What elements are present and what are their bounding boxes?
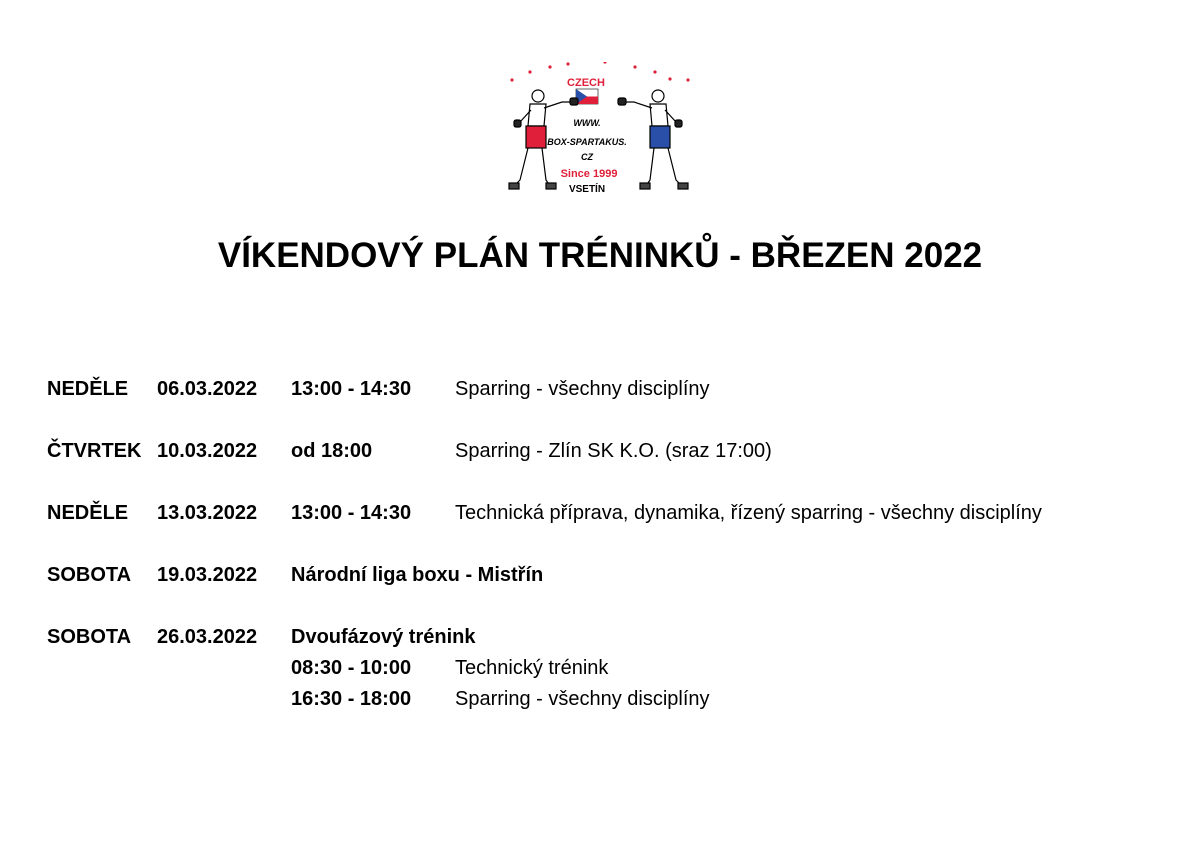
schedule-date: 13.03.2022 <box>157 502 258 524</box>
schedule-date: 06.03.2022 <box>157 378 258 400</box>
schedule-description: Technická příprava, dynamika, řízený sparring - všechny disciplíny <box>455 502 1042 524</box>
czech-flag-icon <box>576 89 598 104</box>
schedule-session-row <box>0 654 1200 682</box>
logo-url-line2: BOX-SPARTAKUS. <box>547 137 627 147</box>
logo-url-line1: WWW. <box>573 118 601 128</box>
boxers-logo-graphic <box>500 62 700 202</box>
schedule-session-row <box>0 685 1200 713</box>
schedule-time: 13:00 - 14:30 <box>291 378 412 400</box>
schedule-date: 10.03.2022 <box>157 440 258 462</box>
schedule-description: Sparring - Zlín SK K.O. (sraz 17:00) <box>455 440 772 462</box>
right-boxer-figure <box>618 90 688 189</box>
session-time: 16:30 - 18:00 <box>291 688 412 710</box>
schedule-time: od 18:00 <box>291 440 373 462</box>
schedule-date: 19.03.2022 <box>157 564 258 586</box>
schedule-row <box>0 437 1200 465</box>
session-description: Technický trénink <box>455 657 609 679</box>
schedule-description: Sparring - všechny disciplíny <box>455 378 710 400</box>
logo-city-text: VSETÍN <box>568 184 606 195</box>
session-time: 08:30 - 10:00 <box>291 657 412 679</box>
schedule-day: SOBOTA <box>47 626 132 648</box>
logo-since-text: Since 1999 <box>560 168 618 180</box>
schedule-row <box>0 499 1200 527</box>
schedule-row <box>0 375 1200 403</box>
schedule-event: Dvoufázový trénink <box>291 626 476 648</box>
schedule-day: ČTVRTEK <box>47 440 142 462</box>
session-description: Sparring - všechny disciplíny <box>455 688 710 710</box>
schedule-day: NEDĚLE <box>47 378 129 400</box>
logo-country-text: CZECH <box>567 77 605 89</box>
page-title: VÍKENDOVÝ PLÁN TRÉNINKŮ - BŘEZEN 2022 <box>217 236 983 275</box>
schedule-row <box>0 561 1200 589</box>
schedule-event: Národní liga boxu - Mistřín <box>291 564 544 586</box>
schedule-time: 13:00 - 14:30 <box>291 502 412 524</box>
club-logo <box>500 62 700 202</box>
schedule-day: SOBOTA <box>47 564 132 586</box>
logo-url-line3: CZ <box>581 152 593 162</box>
schedule-row <box>0 623 1200 651</box>
schedule-day: NEDĚLE <box>47 502 129 524</box>
schedule-date: 26.03.2022 <box>157 626 258 648</box>
